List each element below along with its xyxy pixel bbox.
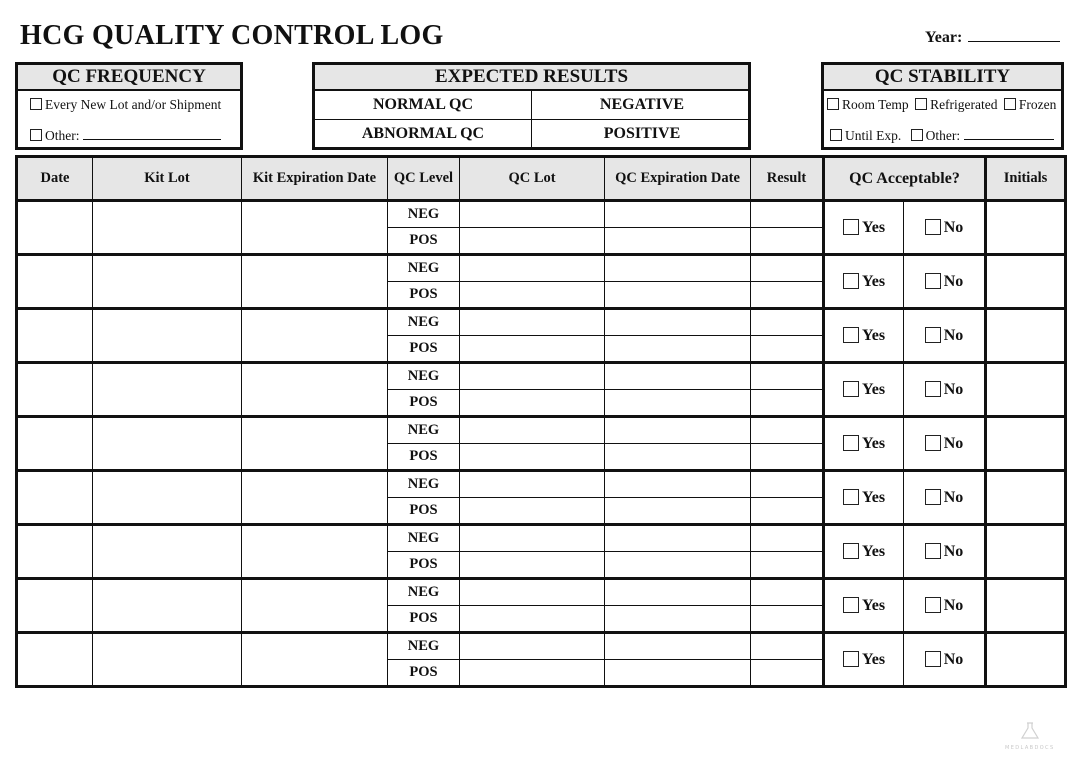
stability-row-1 [827,97,1056,113]
date-cell[interactable] [17,525,93,579]
result-cell[interactable] [751,552,824,579]
no-label: No [943,326,964,344]
initials-cell[interactable] [986,363,1066,417]
stability-other-input-line[interactable] [964,127,1054,140]
frequency-other-label: Other: [45,128,80,143]
qc-lot-cell[interactable] [460,471,605,498]
kit-lot-cell[interactable] [93,417,242,471]
qc-expiration-cell[interactable] [605,552,751,579]
acceptable-yes[interactable] [824,471,904,525]
date-cell[interactable] [17,579,93,633]
no-label: No [943,650,964,668]
qc-level-pos: POS [388,660,460,687]
yes-checkbox[interactable] [843,219,859,235]
qc-stability-heading: QC STABILITY [824,65,1061,91]
no-label: No [943,272,964,290]
kit-expiration-cell[interactable] [242,417,388,471]
qc-expiration-cell[interactable] [605,525,751,552]
qc-level-neg: NEG [388,471,460,498]
result-cell[interactable] [751,255,824,282]
kit-expiration-cell[interactable] [242,579,388,633]
qc-lot-cell[interactable] [460,606,605,633]
qc-level-neg: NEG [388,525,460,552]
acceptable-yes[interactable] [824,255,904,309]
table-row-neg [17,255,1066,282]
year-input-line[interactable] [968,27,1060,42]
qc-level-neg: NEG [388,255,460,282]
yes-label: Yes [861,380,886,398]
until-exp-label: Until Exp. [845,128,902,143]
qc-level-neg: NEG [388,417,460,444]
col-qc-lot: QC Lot [460,157,605,201]
kit-lot-cell[interactable] [93,201,242,255]
qc-lot-cell[interactable] [460,390,605,417]
kit-lot-cell[interactable] [93,525,242,579]
expected-results-heading: EXPECTED RESULTS [315,65,748,91]
result-cell[interactable] [751,417,824,444]
qc-lot-cell[interactable] [460,444,605,471]
kit-expiration-cell[interactable] [242,471,388,525]
table-row-neg [17,417,1066,444]
qc-lot-cell[interactable] [460,525,605,552]
col-kit-lot: Kit Lot [93,157,242,201]
qc-lot-cell[interactable] [460,282,605,309]
kit-lot-cell[interactable] [93,309,242,363]
result-cell[interactable] [751,471,824,498]
frequency-other-option [30,127,221,144]
yes-label: Yes [861,596,886,614]
date-cell[interactable] [17,633,93,687]
kit-expiration-cell[interactable] [242,309,388,363]
qc-frequency-box [15,62,243,150]
frequency-other-input-line[interactable] [83,127,221,140]
col-qc-level: QC Level [388,157,460,201]
acceptable-no[interactable] [904,417,986,471]
initials-cell[interactable] [986,201,1066,255]
table-row-neg [17,525,1066,552]
acceptable-yes[interactable] [824,309,904,363]
qc-lot-cell[interactable] [460,336,605,363]
qc-expiration-cell[interactable] [605,633,751,660]
result-cell[interactable] [751,579,824,606]
qc-level-neg: NEG [388,363,460,390]
qc-lot-cell[interactable] [460,363,605,390]
initials-cell[interactable] [986,255,1066,309]
no-checkbox[interactable] [925,219,941,235]
result-cell[interactable] [751,282,824,309]
qc-expiration-cell[interactable] [605,498,751,525]
refrigerated-checkbox[interactable] [915,98,927,110]
qc-level-neg: NEG [388,633,460,660]
kit-lot-cell[interactable] [93,255,242,309]
no-checkbox[interactable] [925,597,941,613]
qc-expiration-cell[interactable] [605,228,751,255]
result-cell[interactable] [751,525,824,552]
initials-cell[interactable] [986,417,1066,471]
stability-other-checkbox[interactable] [911,129,923,141]
qc-expiration-cell[interactable] [605,606,751,633]
col-date: Date [17,157,93,201]
year-field [925,27,1060,47]
result-cell[interactable] [751,498,824,525]
qc-level-pos: POS [388,336,460,363]
acceptable-yes[interactable] [824,579,904,633]
qc-lot-cell[interactable] [460,633,605,660]
no-label: No [943,596,964,614]
abnormal-qc-result: POSITIVE [603,125,681,142]
result-cell[interactable] [751,228,824,255]
qc-expiration-cell[interactable] [605,417,751,444]
yes-checkbox[interactable] [843,327,859,343]
no-label: No [943,542,964,560]
yes-checkbox[interactable] [843,273,859,289]
no-checkbox[interactable] [925,435,941,451]
qc-level-pos: POS [388,552,460,579]
stability-other-label: Other: [925,128,961,143]
qc-lot-cell[interactable] [460,660,605,687]
yes-label: Yes [861,272,886,290]
qc-expiration-cell[interactable] [605,363,751,390]
table-row-neg [17,471,1066,498]
qc-level-neg: NEG [388,309,460,336]
qc-frequency-heading: QC FREQUENCY [18,65,240,91]
no-checkbox[interactable] [925,273,941,289]
qc-stability-box [821,62,1064,150]
result-cell[interactable] [751,336,824,363]
acceptable-yes[interactable] [824,417,904,471]
acceptable-no[interactable] [904,633,986,687]
table-body [17,201,1066,687]
yes-checkbox[interactable] [843,489,859,505]
initials-cell[interactable] [986,471,1066,525]
kit-lot-cell[interactable] [93,471,242,525]
qc-expiration-cell[interactable] [605,201,751,228]
expected-results-grid [315,91,748,147]
col-qc-acceptable: QC Acceptable? [824,157,986,201]
watermark-text: MEDLABDOCS [1005,745,1055,751]
qc-expiration-cell[interactable] [605,282,751,309]
no-checkbox[interactable] [925,489,941,505]
yes-label: Yes [861,218,886,236]
qc-lot-cell[interactable] [460,255,605,282]
result-cell[interactable] [751,633,824,660]
yes-label: Yes [861,326,886,344]
date-cell[interactable] [17,201,93,255]
qc-level-neg: NEG [388,201,460,228]
acceptable-no[interactable] [904,201,986,255]
no-checkbox[interactable] [925,327,941,343]
table-row-neg [17,579,1066,606]
table-row-neg [17,309,1066,336]
kit-lot-cell[interactable] [93,579,242,633]
result-cell[interactable] [751,309,824,336]
result-cell[interactable] [751,660,824,687]
qc-lot-cell[interactable] [460,579,605,606]
date-cell[interactable] [17,363,93,417]
date-cell[interactable] [17,255,93,309]
no-checkbox[interactable] [925,543,941,559]
frozen-label: Frozen [1018,97,1057,112]
qc-lot-cell[interactable] [460,552,605,579]
acceptable-yes[interactable] [824,363,904,417]
yes-checkbox[interactable] [843,543,859,559]
flask-icon [1020,722,1040,740]
qc-lot-cell[interactable] [460,201,605,228]
kit-expiration-cell[interactable] [242,633,388,687]
qc-lot-cell[interactable] [460,498,605,525]
yes-checkbox[interactable] [843,381,859,397]
new-lot-checkbox[interactable] [30,98,42,110]
result-cell[interactable] [751,201,824,228]
initials-cell[interactable] [986,579,1066,633]
new-lot-label: Every New Lot and/or Shipment [45,97,222,112]
qc-log-table [15,155,1067,688]
frozen-checkbox[interactable] [1004,98,1016,110]
kit-expiration-cell[interactable] [242,201,388,255]
yes-checkbox[interactable] [843,435,859,451]
table-row-neg [17,633,1066,660]
yes-checkbox[interactable] [843,651,859,667]
year-label: Year: [925,29,963,46]
acceptable-yes[interactable] [824,201,904,255]
qc-expiration-cell[interactable] [605,309,751,336]
initials-cell[interactable] [986,525,1066,579]
acceptable-no[interactable] [904,579,986,633]
table-row-neg [17,363,1066,390]
kit-expiration-cell[interactable] [242,255,388,309]
date-cell[interactable] [17,309,93,363]
qc-level-pos: POS [388,444,460,471]
acceptable-no[interactable] [904,255,986,309]
room-temp-label: Room Temp [842,97,909,112]
qc-level-neg: NEG [388,579,460,606]
acceptable-no[interactable] [904,525,986,579]
qc-level-pos: POS [388,282,460,309]
yes-checkbox[interactable] [843,597,859,613]
qc-level-pos: POS [388,498,460,525]
initials-cell[interactable] [986,309,1066,363]
qc-expiration-cell[interactable] [605,660,751,687]
yes-label: Yes [861,650,886,668]
initials-cell[interactable] [986,633,1066,687]
normal-qc-result: NEGATIVE [599,96,685,113]
col-result: Result [751,157,824,201]
kit-expiration-cell[interactable] [242,525,388,579]
acceptable-yes[interactable] [824,633,904,687]
result-cell[interactable] [751,444,824,471]
stability-row-2 [830,127,1054,144]
result-cell[interactable] [751,363,824,390]
no-label: No [943,218,964,236]
table-header-row [17,157,1066,201]
until-exp-checkbox[interactable] [830,129,842,141]
qc-expiration-cell[interactable] [605,390,751,417]
qc-expiration-cell[interactable] [605,444,751,471]
abnormal-qc-label: ABNORMAL QC [361,125,485,142]
qc-expiration-cell[interactable] [605,255,751,282]
acceptable-no[interactable] [904,363,986,417]
no-checkbox[interactable] [925,381,941,397]
qc-lot-cell[interactable] [460,309,605,336]
col-qc-expiration: QC Expiration Date [605,157,751,201]
qc-level-pos: POS [388,390,460,417]
normal-qc-label: NORMAL QC [373,96,473,113]
qc-level-pos: POS [388,606,460,633]
expected-results-box [312,62,751,150]
qc-expiration-cell[interactable] [605,336,751,363]
qc-lot-cell[interactable] [460,228,605,255]
qc-expiration-cell[interactable] [605,471,751,498]
qc-level-pos: POS [388,228,460,255]
col-kit-expiration: Kit Expiration Date [242,157,388,201]
qc-expiration-cell[interactable] [605,579,751,606]
acceptable-no[interactable] [904,309,986,363]
result-cell[interactable] [751,606,824,633]
yes-label: Yes [861,488,886,506]
no-label: No [943,380,964,398]
date-cell[interactable] [17,471,93,525]
kit-lot-cell[interactable] [93,363,242,417]
date-cell[interactable] [17,417,93,471]
no-checkbox[interactable] [925,651,941,667]
page-title: HCG QUALITY CONTROL LOG [20,20,444,51]
yes-label: Yes [861,434,886,452]
result-cell[interactable] [751,390,824,417]
frequency-new-lot-option [30,97,221,113]
no-label: No [943,434,964,452]
watermark [1005,722,1055,751]
room-temp-checkbox[interactable] [827,98,839,110]
kit-lot-cell[interactable] [93,633,242,687]
acceptable-yes[interactable] [824,525,904,579]
qc-lot-cell[interactable] [460,417,605,444]
acceptable-no[interactable] [904,471,986,525]
yes-label: Yes [861,542,886,560]
frequency-other-checkbox[interactable] [30,129,42,141]
refrigerated-label: Refrigerated [930,97,998,112]
table-row-neg [17,201,1066,228]
no-label: No [943,488,964,506]
kit-expiration-cell[interactable] [242,363,388,417]
col-initials: Initials [986,157,1066,201]
